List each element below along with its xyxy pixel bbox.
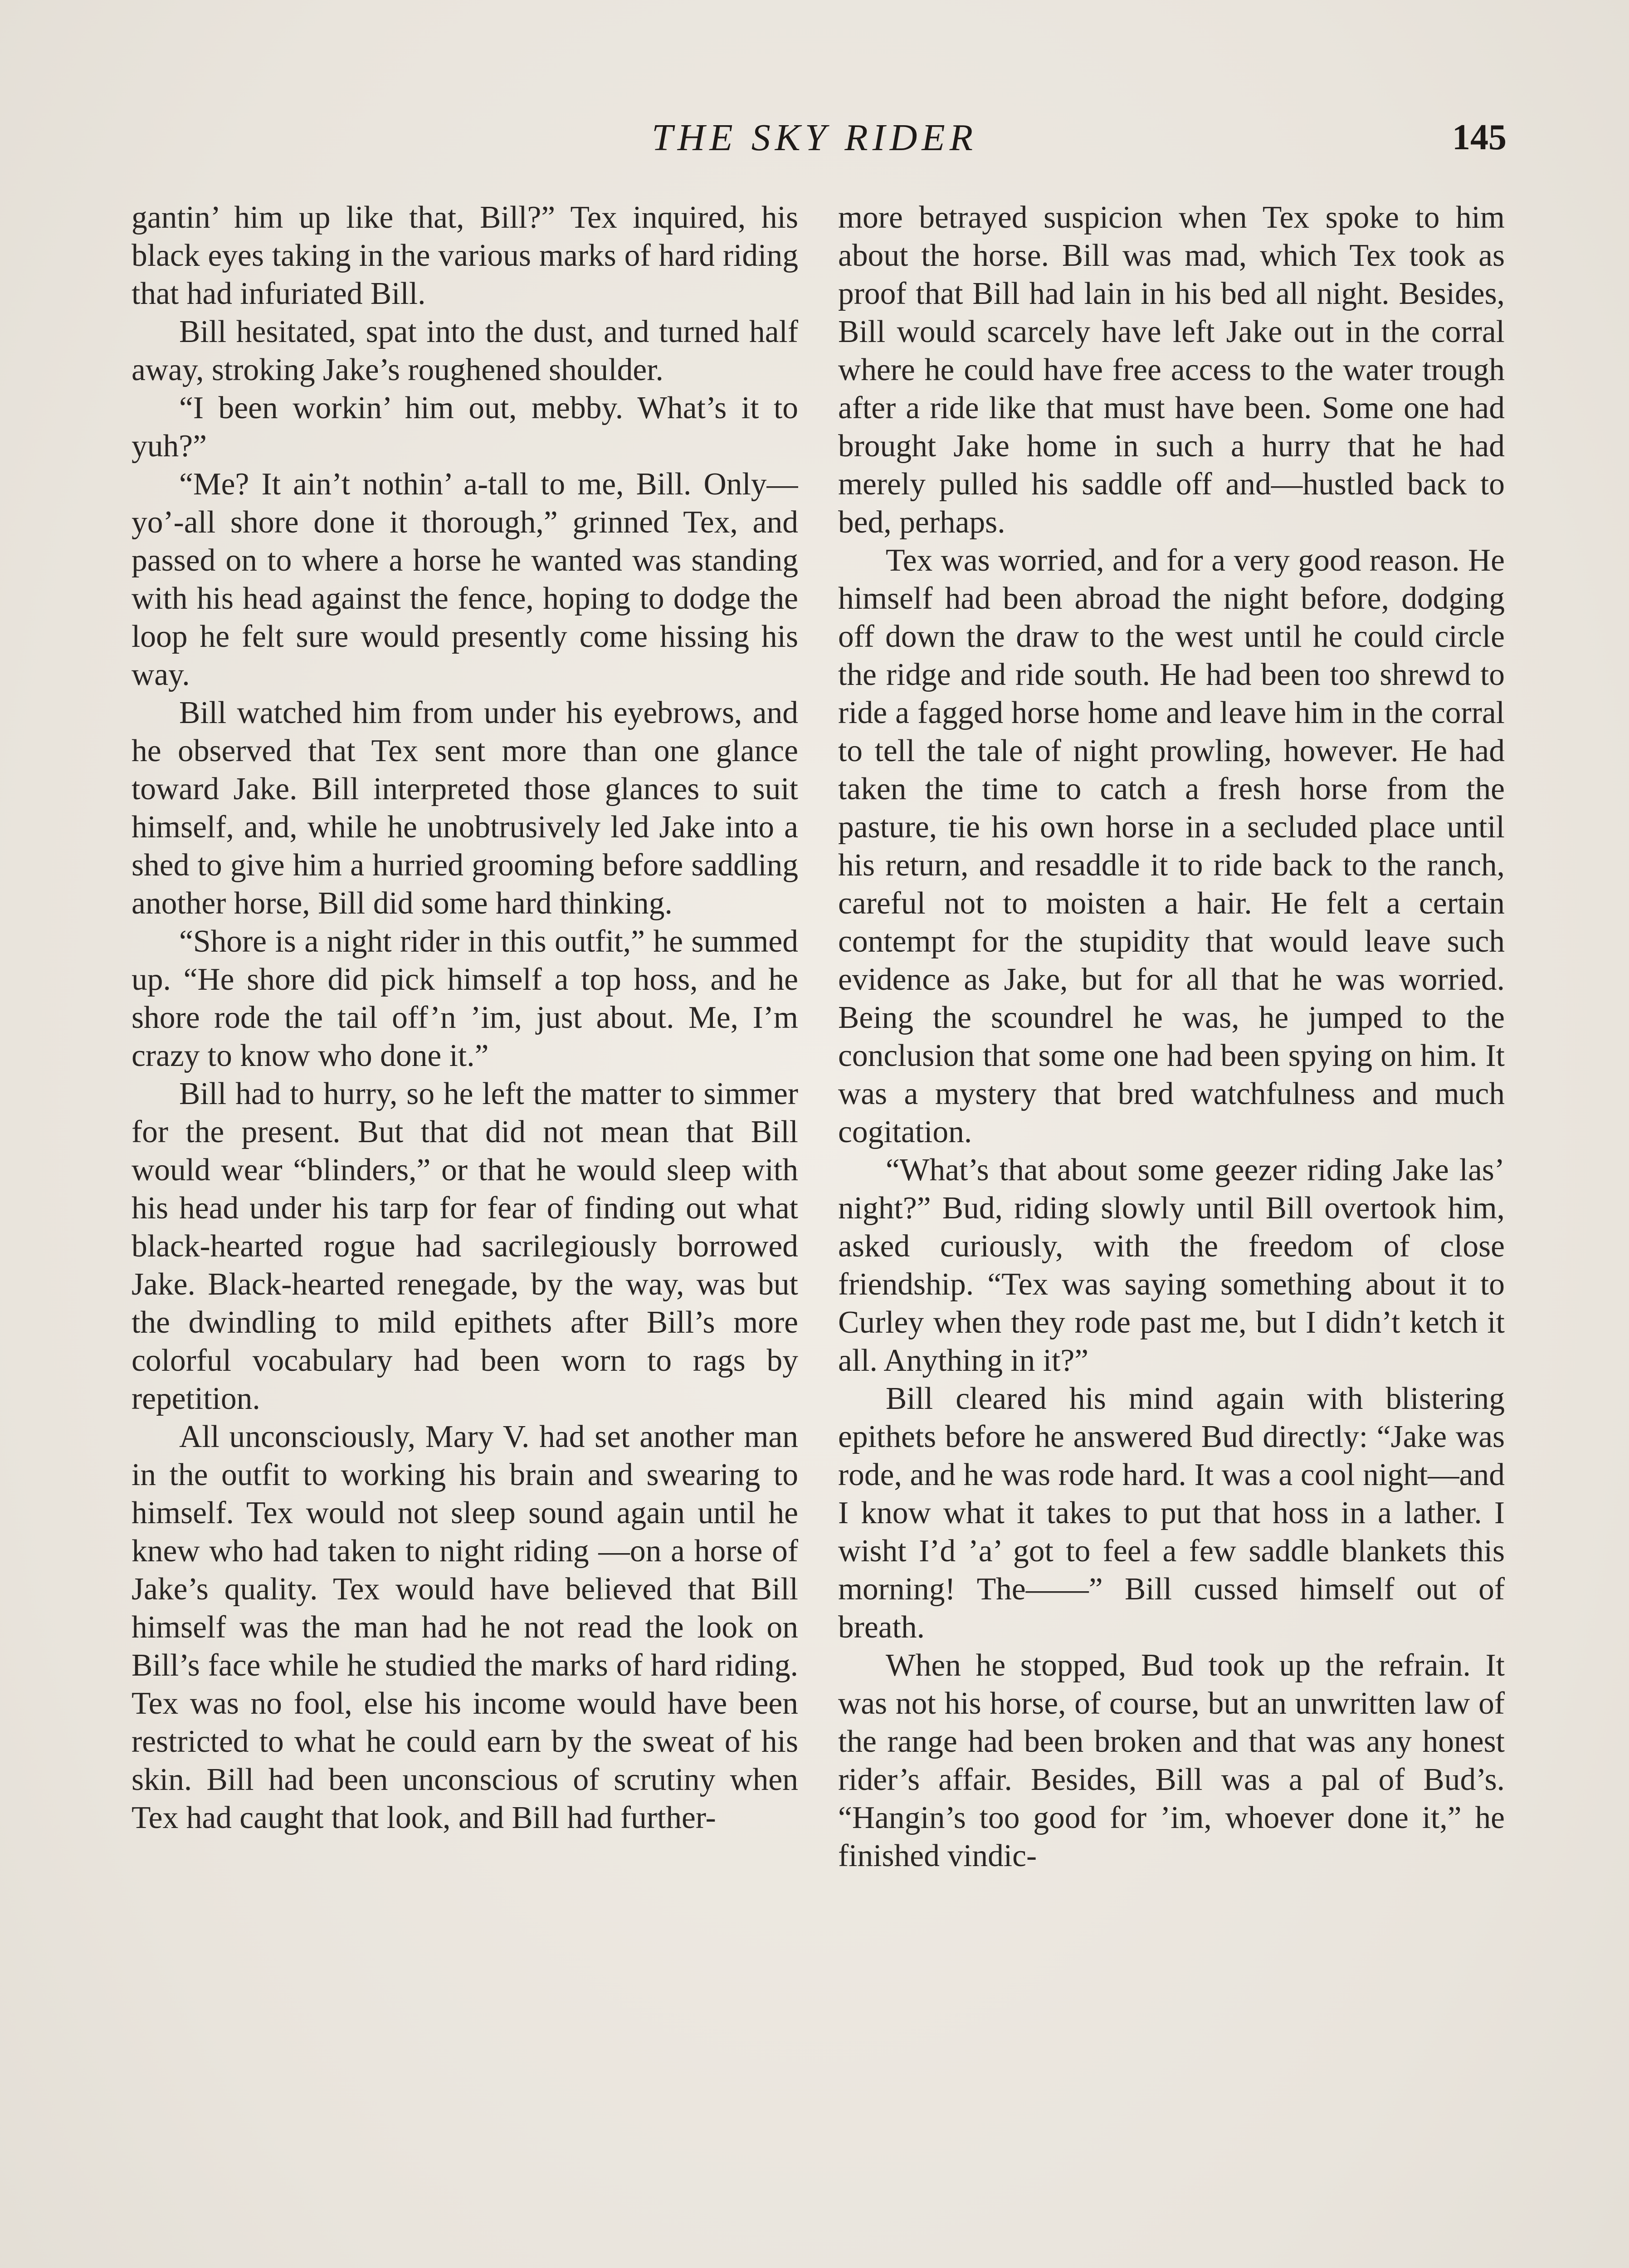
paragraph: Tex was worried, and for a very good reason. He himself had been abroad the night before, dodging off down the draw to the west until he could circle the ridge and ride south. He had been too shrewd to ride a fagged horse home and leave him in the corral to tell the tale of night prowling, however. He had taken the time to catch a fresh horse from the pasture, tie his own horse in a secluded place until his return, and resaddle it to ride back to the ranch, careful not to moisten a hair. He felt a certain contempt for the stupidity that would leave such evidence as Jake, but for all that he was worried. Being the scoundrel he was, he jumped to the conclusion that some one had been spying on him. It was a mystery that bred watchfulness and much cogitation. xyxy=(838,543,1505,1149)
paragraph: Bill had to hurry, so he left the matter to simmer for the present. But that did not mean that Bill would wear “blinders,” or that he would sleep with his head under his tarp for fear of finding out what black-hearted rogue had sacrilegiously borrowed Jake. Black-hearted renegade, by the way, was but the dwindling to mild epithets after Bill’s more colorful vocabulary had been worn to rags by repetition. xyxy=(132,1076,798,1416)
text-column-left xyxy=(132,199,798,2268)
paragraph: “I been workin’ him out, mebby. What’s it to yuh?” xyxy=(132,391,798,464)
running-title: THE SKY RIDER xyxy=(652,117,977,159)
paragraph: more betrayed suspicion when Tex spoke to him about the horse. Bill was mad, which Tex took as proof that Bill had lain in his bed all night. Besides, Bill would scarcely have left Jake out in the corral where he could have free access to the water trough after a ride like that must have been. Some one had brought Jake home in such a hurry that he had merely pulled his saddle off and—hustled back to bed, perhaps. xyxy=(838,200,1505,540)
paragraph: “Me? It ain’t nothin’ a-tall to me, Bill. Only—yo’-all shore done it thorough,” grinned Tex, and passed on to where a horse he wanted was standing with his head against the fence, hoping to dodge the loop he felt sure would presently come hissing his way. xyxy=(132,467,798,692)
paragraph: All unconsciously, Mary V. had set another man in the outfit to working his brain and swearing to himself. Tex would not sleep sound again until he knew who had taken to night riding —on a horse of Jake’s quality. Tex would have believed that Bill himself was the man had he not read the look on Bill’s face while he studied the marks of hard riding. Tex was no fool, else his income would have been restricted to what he could earn by the sweat of his skin. Bill had been unconscious of scrutiny when Tex had caught that look, and Bill had further- xyxy=(132,1419,798,1835)
paragraph: Bill cleared his mind again with blistering epithets before he answered Bud directly: “Jake was rode, and he was rode hard. It was a cool night—and I know what it takes to put that hoss in a lather. I wisht I’d ’a’ got to feel a few saddle blankets this morning! The——” Bill cussed himself out of breath. xyxy=(838,1381,1505,1645)
paragraph: gantin’ him up like that, Bill?” Tex inquired, his black eyes taking in the various marks of hard riding that had infuriated Bill. xyxy=(132,200,798,311)
page-number: 145 xyxy=(1452,117,1507,157)
paragraph: “What’s that about some geezer riding Jake las’ night?” Bud, riding slowly until Bill overtook him, asked curiously, with the freedom of close friendship. “Tex was saying something about it to Curley when they rode past me, but I didn’t ketch it all. Anything in it?” xyxy=(838,1153,1505,1378)
paragraph: Bill watched him from under his eyebrows, and he observed that Tex sent more than one glance toward Jake. Bill interpreted those glances to suit himself, and, while he unobtrusively led Jake into a shed to give him a hurried grooming before saddling another horse, Bill did some hard thinking. xyxy=(132,695,798,921)
paragraph: “Shore is a night rider in this outfit,” he summed up. “He shore did pick himself a top hoss, and he shore rode the tail off’n ’im, just about. Me, I’m crazy to know who done it.” xyxy=(132,924,798,1073)
paragraph: When he stopped, Bud took up the refrain. It was not his horse, of course, but an unwritten law of the range had been broken and that was any honest rider’s affair. Besides, Bill was a pal of Bud’s. “Hangin’s too good for ’im, whoever done it,” he finished vindic- xyxy=(838,1648,1505,1873)
text-column-right xyxy=(838,199,1505,2268)
paragraph: Bill hesitated, spat into the dust, and turned half away, stroking Jake’s roughened shoulder. xyxy=(132,314,798,387)
